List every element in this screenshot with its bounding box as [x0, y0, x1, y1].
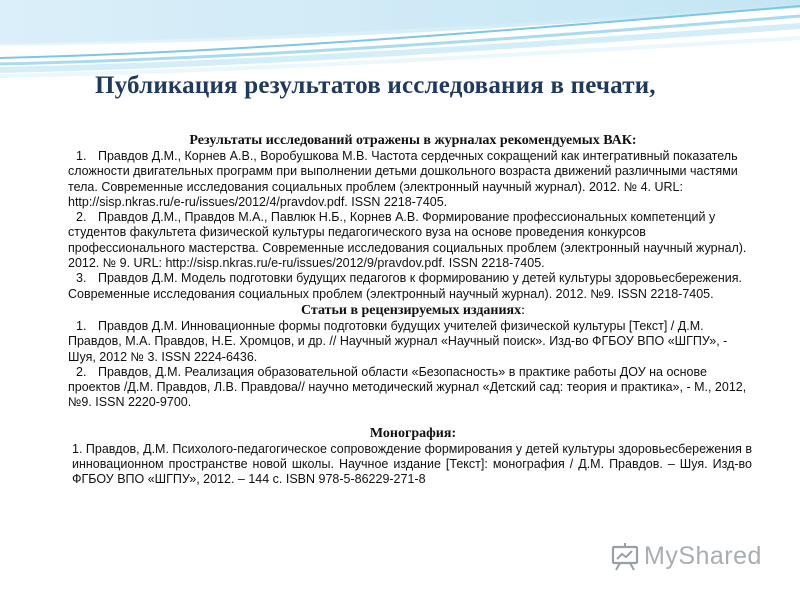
- reviewed-heading-text: Статьи в рецензируемых изданиях: [300, 302, 522, 318]
- list-item: [68, 149, 758, 210]
- item-number: 1.: [76, 149, 87, 163]
- item-text: Правдов Д.М., Правдов М.А., Павлюк Н.Б., Корнев А.В. Формирование профессиональных компетенций у студентов факультета физической культуры педагогического вуза на основе проведения конкурсов профессионального мастерства. Современные исследования социальных проблем (электронный научный журнал). 2012. № 9. URL: http://sisp.nkras.ru/e-ru/issues/2012/9/pravdov.pdf. ISSN 2218-7405.: [68, 210, 747, 271]
- monograph-heading: Монография:: [369, 425, 457, 441]
- item-text: Правдов, Д.М. Реализация образовательной области «Безопасность» в практике работы ДОУ на основе проектов /Д.М. Правдов, Л.В. Правдова// научно методический журнал «Детский сад: теория и практика», - М., 2012, №9. ISSN 2220-9700.: [68, 364, 747, 410]
- reviewed-heading: [68, 302, 758, 319]
- item-text: Правдов Д.М. Модель подготовки будущих педагогов к формированию у детей культуры здоровьесбережения. Современные исследования социальных проблем (электронный научный журнал). 2012. №9. ISSN 2218-7405.: [68, 271, 742, 301]
- watermark-text: MyShared: [644, 541, 762, 570]
- list-item: [68, 365, 758, 411]
- item-number: 2.: [76, 210, 87, 225]
- list-item: [68, 319, 758, 365]
- slide-title: Публикация результатов исследования в печати,: [95, 72, 656, 99]
- reviewed-list: [68, 319, 758, 411]
- item-text: Правдов Д.М. Инновационные формы подготовки будущих учителей физической культуры [Текст] / Д.М. Правдов, М.А. Правдов, Н.Е. Хромцов, и др. // Научный журнал «Научный поиск». Изд-во ФГБОУ ВПО «ШГПУ», - Шуя, 2012 № 3. ISSN 2224-6436.: [68, 318, 728, 364]
- list-item: [68, 210, 758, 271]
- publications-content: [68, 132, 758, 552]
- presentation-board-icon: [610, 541, 640, 571]
- vak-heading: Результаты исследований отражены в журналах рекомендуемых ВАК:: [189, 133, 637, 148]
- item-number: 3.: [76, 271, 87, 286]
- item-text: Правдов Д.М., Корнев А.В., Воробушкова М.В. Частота сердечных сокращений как интегративный показатель сложности двигательных программ при выполнении детьми дошкольного возраста движений различными частями тела. Современные исследования социальных проблем (электронный научный журнал). 2012. № 4. URL: http://sisp.nkras.ru/e-ru/issues/2012/4/pravdov.pdf. ISSN 2218-7405.: [68, 149, 738, 209]
- item-number: 1.: [76, 318, 87, 333]
- vak-list: [68, 149, 758, 302]
- watermark-logo: [610, 541, 762, 571]
- reviewed-heading-colon: :: [521, 302, 526, 318]
- item-number: 2.: [76, 364, 87, 379]
- monograph-text: 1. Правдов, Д.М. Психолого-педагогическое сопровождение формирования у детей культуры здоровьесбережения в инновационном пространстве новой школы. Научное издание [Текст]: монография / Д.М. Правдов. – Шуя. Изд-во ФГБОУ ВПО «ШГПУ», 2012. – 144 с. ISBN 978-5-86229-271-8: [72, 441, 752, 487]
- list-item: [68, 271, 758, 302]
